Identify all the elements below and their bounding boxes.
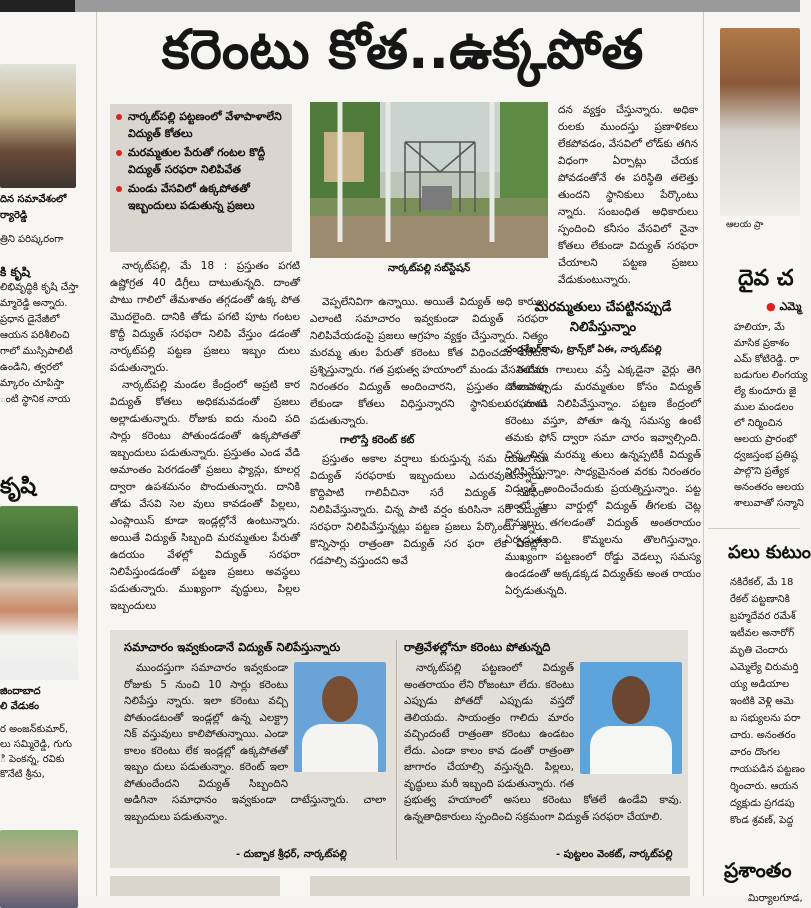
portrait-head	[322, 676, 358, 722]
official-quote-heading	[505, 298, 701, 338]
left-photo-bottom	[0, 830, 78, 908]
right-headline-2: పలు కుటుం	[728, 542, 811, 563]
left-photo-top	[0, 64, 76, 188]
article-column-1	[110, 258, 300, 615]
portrait-shirt	[302, 724, 378, 772]
bottom-strip	[310, 876, 690, 896]
right-text-line: పాల్గొని ప్రత్యేక	[734, 466, 790, 477]
right-text-line: య్య అడియాల	[730, 679, 790, 690]
right-text-line: వారం దొంగల	[730, 747, 780, 758]
highlight-item: మరమ్మతుల పేరుతో గంటల కొద్దీ విద్యుత్ సరఫరా నిలిపివేత	[116, 144, 286, 178]
right-text-line: ర్శించారు. ఆయన	[730, 781, 799, 792]
quote-paragraph: ముందస్తుగా సమాచారం ఇవ్వకుండా రోజుకు 5 నుంచి 10 సార్లు కరెంటు నిలిపేస్తు న్నారు. ఇలా కరెంటు వచ్చి పోతుండటంతో ఇండ్లల్లో ఉన్న ఎలక్ట్రా నిక్ వస్తువులు కాలిపోతున్నాయి. ఎండా కాలం కరెంటు లేక ఇండ్లల్లో ఉక్కపోతతో ఇబ్బం దులు పడుతున్నాం. కరెంట్ ఇలా పోతుందేందని విద్యుత్ సిబ్బందిని అడిగినా సమాధానం ఇవ్వకుండా దాటేస్తున్నారు. చాలా ఇబ్బందులు పడుతున్నాం.	[124, 662, 386, 823]
column-divider	[96, 12, 97, 896]
left-text-line: ఆయన పరిశీలించి	[0, 330, 70, 341]
substation-illustration	[310, 102, 548, 258]
right-text-line: లో నిర్మించిన	[734, 418, 783, 429]
right-text-line: కొండ శ్రవణ్, పెద్ద	[730, 815, 794, 826]
right-text-line: ధ్వజస్తంభ ప్రతిష్ఠ	[734, 450, 798, 461]
right-photo-caption: ఆలయ ప్రా	[726, 220, 764, 230]
section-heading: గాలొస్తే కరెంట్ కట్	[340, 434, 415, 446]
left-text-line: మ్కారం చూపిస్తా	[0, 378, 64, 389]
right-text-line: రేకల్ పట్టణానికి	[730, 594, 790, 605]
article-column-3	[558, 102, 698, 289]
right-subhead-text: ఎమ్మె	[779, 300, 802, 313]
left-text-line: ప్రధాన డైనేజీలో	[0, 314, 60, 325]
portrait-shirt	[590, 726, 672, 774]
left-photo-middle	[0, 506, 78, 680]
article-paragraph: నార్కట్‌పల్లి, మే 18 : ప్రస్తుతం పగటి ఉష్ణోగ్రత 40 డిగ్రీలు దాటుతున్నది. దాంతో పాటు గాలిలో తేమశాతం తగ్గడంతో ఉక్క పోత మొదలైంది. దానికి తోడు పగటి పూట గంటల కొద్దీ విద్యుత్ సరఫరా నిలిపి వేస్తుం డడంతో నార్కట్‌పల్లి పట్టణ ప్రజలు ఇబ్బం దులు పడుతున్నారు.	[110, 260, 300, 374]
right-text-line: హలియా, మే	[734, 322, 785, 333]
right-text-line: మృతి చెందారు	[730, 645, 788, 656]
portrait-photo-left	[294, 662, 386, 772]
left-text-line: లిభివృద్ధికి కృషి చేస్తా	[0, 282, 79, 293]
right-text-line: బ్రహ్మదేవర రమేశ్	[730, 611, 796, 622]
quote-left-title: సమాచారం ఇవ్వకుండానే విద్యుత్ నిలిపేస్తున్నారు	[124, 640, 341, 654]
left-text-line: ఉండిని, త్వరలో	[0, 362, 63, 373]
right-text-line: ఇంటికి వెళ్లి ఆమె	[730, 696, 794, 707]
top-strip-block	[0, 0, 75, 12]
article-paragraph: వెప్పలేనివిగా ఉన్నాయి. అయితే విద్యుత్ అధి కారులు ఎలాంటి సమాచారం ఇవ్వకుండా విద్యుత్ సరఫరా నిలిపివేయడంపై ప్రజలు ఆగ్రహం వ్యక్తం చేస్తున్నారు. నిత్యం మరమ్మ తుల పేరుతో కరెంటు కోత విధించడం ఏంటని ప్రశ్నిస్తున్నారు. గత ప్రభుత్వ హయాంలో మండు వేసవిలోనూ నిరంతరం విద్యుత్ అందించారని, ప్రస్తుతం వేళాపాళా లేకుండా కోతలు విధిస్తున్నారని స్థానికులు మండి పడుతున్నారు.	[310, 296, 548, 427]
right-text-line: ఎమ్ కోటిరెడ్డి. రా	[734, 354, 800, 365]
article-paragraph: ఈదురు గాలులు వస్తే ఎక్కడైనా వైర్లు తెగి పోయినప్పుడు మరమ్మతుల కోసం విద్యుత్ సరఫరాను నిలిపివేస్తున్నాం. పట్టణ కేంద్రంలో కరెంటు వస్తూ, పోతూ ఉన్న సమస్య ఉంటే తమకు ఫోన్ ద్వారా సమా చారం ఇవ్వాల్సింది. చిన్న చిన్న మరమ్మ తులు ఉన్నప్పటికీ విద్యుత్ నిలిపివేస్తున్నాం. సాధ్యమైనంత వరకు నిరంతరం విద్యుత్ అందించేందుకు ప్రయత్నిస్తున్నాం. పట్ట ణంలో పలు వార్డుల్లో విద్యుత్ తీగలకు చెట్ల కొమ్మలు తగలడంతో విద్యుత్ అంతరాయం ఏర్పడుతుంది. కొమ్మలను తొలగిస్తున్నాం. ముఖ్యంగా పట్టణంలో రోడ్డు వెడల్పు సమస్య ఉండడంతో అక్కడక్కడ విద్యుత్‌కు అంత రాయం ఏర్పడుతున్నది.	[505, 364, 701, 597]
bottom-strip	[110, 876, 280, 896]
left-text-line: మ్మారెడ్డి అన్నారు.	[0, 298, 68, 309]
left-caption-line: లి వేడుకం	[0, 701, 40, 712]
right-photo	[720, 28, 800, 216]
highlight-item: మండు వేసవిలో ఉక్కపోతతో ఇబ్బందులు పడుతున్న ప్రజలు	[116, 180, 286, 214]
right-text-line: శాలువాతో సన్మాని	[734, 498, 804, 509]
right-text-line: ఇటీవల అనారోగ్	[730, 628, 795, 639]
left-text-line: ి పెంకన్న, రవికు	[0, 754, 65, 765]
highlights-box	[110, 104, 292, 252]
portrait-head	[612, 676, 650, 724]
quote-right-title: రాత్రివేళల్లోనూ కరెంటు పోతున్నది	[404, 640, 551, 654]
right-headline-3: ప్రశాంతం	[724, 858, 792, 882]
right-headline: దైవ చ	[738, 266, 794, 291]
substation-photo	[310, 102, 548, 258]
photo-caption: నార్కట్‌పల్లి సబ్‌స్టేషన్	[387, 263, 471, 274]
left-text-line: త్రిని పరిష్కరంగా	[0, 234, 64, 245]
right-text-line: మిర్యాలగూడ,	[748, 893, 803, 904]
left-caption-line: జిందాబాద	[0, 686, 41, 697]
portrait-photo-right	[580, 662, 682, 774]
left-text-line: ర్యారెడ్డి	[0, 210, 28, 221]
right-text-line: ద్యక్షుడు ప్రగడపు	[730, 798, 795, 809]
right-text-line: ముల మండలం	[734, 402, 794, 413]
official-quote-body	[505, 362, 701, 600]
right-text-line: నకిరేకల్, మే 18	[730, 577, 794, 588]
highlight-item: నార్కట్‌పల్లి పట్టణంలో వేళాపాళాలేని విద్యుత్ కోతలు	[116, 108, 286, 142]
left-text-line: గాలో ముస్సిపాలిటీ	[0, 346, 73, 357]
right-text-line: ల్యే కుందూరు జై	[734, 386, 797, 397]
right-text-line: ఆలయ ప్రారంభో	[734, 434, 797, 445]
right-text-line: గాయపడిన పట్టణం	[730, 764, 805, 775]
page-title: కరెంటు కోత..ఉక్కపోత	[161, 18, 644, 81]
column-divider	[703, 12, 704, 896]
left-adjacent-column	[0, 12, 92, 896]
right-text-line: అనంతరం ఆలయ	[734, 482, 804, 493]
left-text-line: ంటి స్థానిక నాయ	[0, 394, 71, 405]
left-heading: కి కృషి	[0, 265, 31, 279]
right-adjacent-column	[708, 12, 811, 904]
right-divider	[708, 528, 800, 529]
left-section-heading: కృషి	[0, 474, 36, 499]
top-strip	[0, 0, 800, 12]
left-text-line: లు సమ్మిరెడ్డి, గుగు	[0, 739, 72, 750]
article-paragraph: నార్కట్‌పల్లి మండల కేంద్రంలో అప్రటి కార విద్యుత్ కోతలు అధికమవడంతో ప్రజలు అల్లాడుతున్నారు. రోజుకు ఐదు నుంచి పది సార్లు కరెంటు పోతుండడంతో ఉక్కపోతతో ఇబ్బందులు పడుతున్నారు. ప్రస్తుతం ఎండ వేడి అమాంతం పెరగడంతో ప్రజలు ఫ్యాన్లు, కూలర్ల ద్వారా ఉపశమనం పొందుతున్నారు. దానికి తోడు వేసవి సెల వులు కావడంతో పిల్లలు, ఎంప్లాయిస్ కూడా ఇండ్లల్లోనే ఉంటున్నారు. అయితే విద్యుత్ సిబ్బంది మరమ్మతుల పేరుతో ఉదయం వేళల్లో విద్యుత్ సరఫరా నిలిపేస్తుండడంతో పట్టణ ప్రజలు అవస్థలు పడుతున్నారు. ముఖ్యంగా వృద్ధులు, పిల్లల ఇబ్బందులు	[110, 379, 300, 612]
quote-right-body	[404, 660, 682, 825]
left-text-line: కొనేటి శ్రీను,	[0, 769, 45, 780]
right-text-line: చారు. అనంతరం	[730, 730, 796, 741]
left-text-line: దిన సమావేశంలో	[0, 194, 67, 205]
box-divider	[396, 640, 397, 860]
left-text-line: ర అంజన్‌కుమార్,	[0, 724, 69, 735]
right-subhead: ● ఎమ్మె	[766, 300, 802, 313]
right-text-line: బడుగుల లింగయ్య	[734, 370, 808, 381]
quote-right-signature: - పుట్టలం వెంకట్, నార్కట్‌పల్లి	[556, 849, 673, 860]
article-paragraph: ప్రస్తుతం అకాల వర్షాలు కురుస్తున్న సమ యంలోనూ విద్యుత్ సరఫరాకు ఇబ్బందులు ఎదురవుతున్నాయి. కొద్దిపాటి గాలివీచినా సరే విద్యుత్ సరఫరా నిలిపివేస్తున్నారు. చిన్న పాటి వర్షం కురిసినా సరే విద్యుత్ సరఫరా నిలిపివేస్తున్నట్లు పట్టణ ప్రజలు పేర్కొంటు న్నారు. కొన్నిసార్లు రాత్రంతా విద్యుత్ సర ఫరా లేక చీకట్లోనే గడపాల్సి వస్తుందని అవే	[310, 453, 548, 567]
quote-paragraph: నార్కట్‌పల్లి పట్టణంలో విద్యుత్ అంతరాయం లేని రోజంటూ లేదు. కరెంటు ఎప్పుడు పోతదో ఎప్పుడు వస్తదో తెలియదు. సాయంత్రం గాలిదు మారం వచ్చిందంటే రాత్రంతా కరెంటు ఉండటం లేదు. ఎండా కాలం కావ డంతో రాత్రంతా జాగారం చేయాల్సి వస్తున్నది. పిల్లలు, వృద్ధులు మరీ ఇబ్బంది పడుతున్నారు. గత ప్రభుత్వ హయాంలో అసలు కరెంటు కోతలే ఉండేవి కావు. ఉన్నతాధికారులు స్పందించి సక్రమంగా విద్యుత్ సరఫరా చేయాలి.	[404, 662, 682, 823]
right-text-line: మాసిక ప్రకాశం	[734, 338, 790, 349]
quote-left-body	[124, 660, 386, 825]
right-text-line: బ సభ్యులను పరా	[730, 713, 801, 724]
quote-heading-text: మరమ్మతులు చేపట్టినప్పుడే నిలిపేస్తున్నాం	[534, 300, 672, 335]
quote-left-signature: - దుబ్బాక శ్రీధర్, నార్కట్‌పల్లి	[236, 849, 347, 860]
right-text-line: ఎమ్మెల్యే చిరుమర్తి	[730, 662, 799, 673]
article-paragraph: దన వ్యక్తం చేస్తున్నారు. అధికా రులకు ముందస్తు ప్రణాళికలు లేకపోవడం, వేసవిలో లోడ్‌కు తగిన విధంగా ఏర్పాట్లు చేయక పోవడంతోనే ఈ పరిస్థితి తలెత్తు తుందని స్థానికులు పేర్కొంటు న్నారు. సంబంధిత అధికారులు స్పందించి కనీసం వేసవిలో నైనా కోతలు లేకుండా విద్యుత్ సరఫరా చేయాలని పట్టణ ప్రజలు వేడుకుంటున్నారు.	[558, 104, 698, 286]
official-byline: చంద్రశేఖర్‌రావు, ట్రాన్స్‌కో ఏఈ, నార్కట్‌పల్లి	[505, 344, 662, 355]
